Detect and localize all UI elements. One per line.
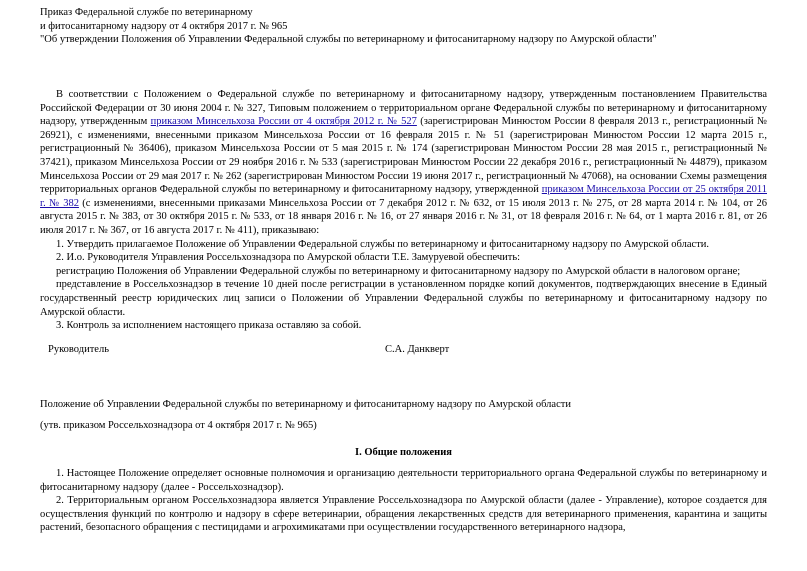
annex-paragraph-2: 2. Территориальным органом Россельхознадзора является Управление Россельхознадзора по Амурской области (далее - Управление), которое создается для осуществления функций по контролю и надзору в сфере ветеринарии, обращения лекарственных средств для ветеринарного применения, карантина и защиты растений, безопасного обращения с пестицидами и агрохимикатами при осуществлении государственного ветеринарного надзора, xyxy=(40,495,767,534)
annex-body xyxy=(40,467,767,535)
header-line-2: и фитосанитарному надзору от 4 октября 2017 г. № 965 xyxy=(40,20,288,32)
annex-title: Положение об Управлении Федеральной службы по ветеринарному и фитосанитарному надзору по Амурской области xyxy=(40,399,571,410)
header-line-1: Приказ Федеральной службе по ветеринарному xyxy=(40,7,253,18)
order-item-2: 2. И.о. Руководителя Управления Россельхознадзора по Амурской области Т.Е. Замуруевой обеспечить: xyxy=(56,252,521,264)
annex-paragraph-1: 1. Настоящее Положение определяет основные полномочия и организацию деятельности территориального органа Федеральной службы по ветеринарному и фитосанитарному надзору (далее - Россельхознадзор). xyxy=(40,468,767,493)
order-item-3: 3. Контроль за исполнением настоящего приказа оставляю за собой. xyxy=(56,320,362,332)
order-body xyxy=(40,88,767,333)
preamble-paragraph xyxy=(40,88,767,238)
document-header xyxy=(40,6,780,47)
order-item-2-registration: регистрацию Положения об Управлении Федеральной службы по ветеринарному и фитосанитарному надзору по Амурской области в налоговом органе; xyxy=(56,265,741,277)
header-line-3: "Об утверждении Положения об Управлении Федеральной службы по ветеринарному и фитосанитарному надзору по Амурской области" xyxy=(40,34,657,46)
preamble-text-1: В соответствии с Положением о Федеральной службе по ветеринарному и фитосанитарному надзору, утвержденным постановлением Правительства Российской Федерации от 30 июня 2004 г. № 327, Типовым положением о территориальном органе Федеральной службы по ветеринарному и фитосанитарному надзору, утвержденным xyxy=(40,89,767,128)
order-item-1: 1. Утвердить прилагаемое Положение об Управлении Федеральной службы по ветеринарному и фитосанитарному надзору по Амурской области. xyxy=(56,238,710,250)
annex-approved-note: (утв. приказом Россельхознадзора от 4 октября 2017 г. № 965) xyxy=(40,420,317,431)
signature-position: Руководитель xyxy=(48,344,109,355)
preamble-text-2: (зарегистрирован Минюстом России 8 февраля 2013 г., регистрационный № 26921), с изменениями, внесенными приказом Минсельхоза России от 16 февраля 2015 г. № 51 (зарегистрирован Минюстом России 12 марта 2015 г., регистрационный № 36406), приказом Минсельхоза России от 5 мая 2015 г. № 174 (зарегистрирован Минюстом России 28 мая 2015 г., регистрационный № 37421), приказом Минсельхоза России от 29 ноября 2016 г. № 533 (зарегистрирован Минюстом России 22 декабря 2016 г., регистрационный № 44879), приказом Минсельхоза России от 29 мая 2017 г. № 262 (зарегистрирован Минюстом России 19 июня 2017 г., регистрационный № 47068), на основании Схемы размещения территориальных органов Федеральной службы по ветеринарному и фитосанитарному надзору, утвержденной xyxy=(40,116,767,196)
order-item-2-submission: представление в Россельхознадзор в течение 10 дней после регистрации в установленном порядке копий документов, подтверждающих внесение в Единый государственный реестр юридических лиц записи о Положении об Управлении Федеральной службы по ветеринарному и фитосанитарному надзору по Амурской области. xyxy=(40,279,767,318)
order-382-link[interactable]: приказом Минсельхоза России от 25 октября 2011 г. № 382 xyxy=(40,184,767,209)
signature-name: С.А. Данкверт xyxy=(385,344,450,355)
preamble-text-3: (с изменениями, внесенными приказами Минсельхоза России от 7 декабря 2012 г. № 632, от 15 июля 2013 г. № 275, от 28 марта 2014 г. № 104, от 26 августа 2015 г. № 383, от 30 октября 2015 г. № 533, от 18 января 2016 г. № 16, от 27 января 2016 г. № 31, от 18 февраля 2016 г. № 64, от 1 марта 2016 г. 81, от 26 июля 2017 г. № 367, от 16 августа 2017 г. № 411), приказываю: xyxy=(40,197,767,236)
order-527-link[interactable]: приказом Минсельхоза России от 4 октября 2012 г. № 527 xyxy=(150,116,417,128)
chapter-heading: I. Общие положения xyxy=(355,447,452,458)
